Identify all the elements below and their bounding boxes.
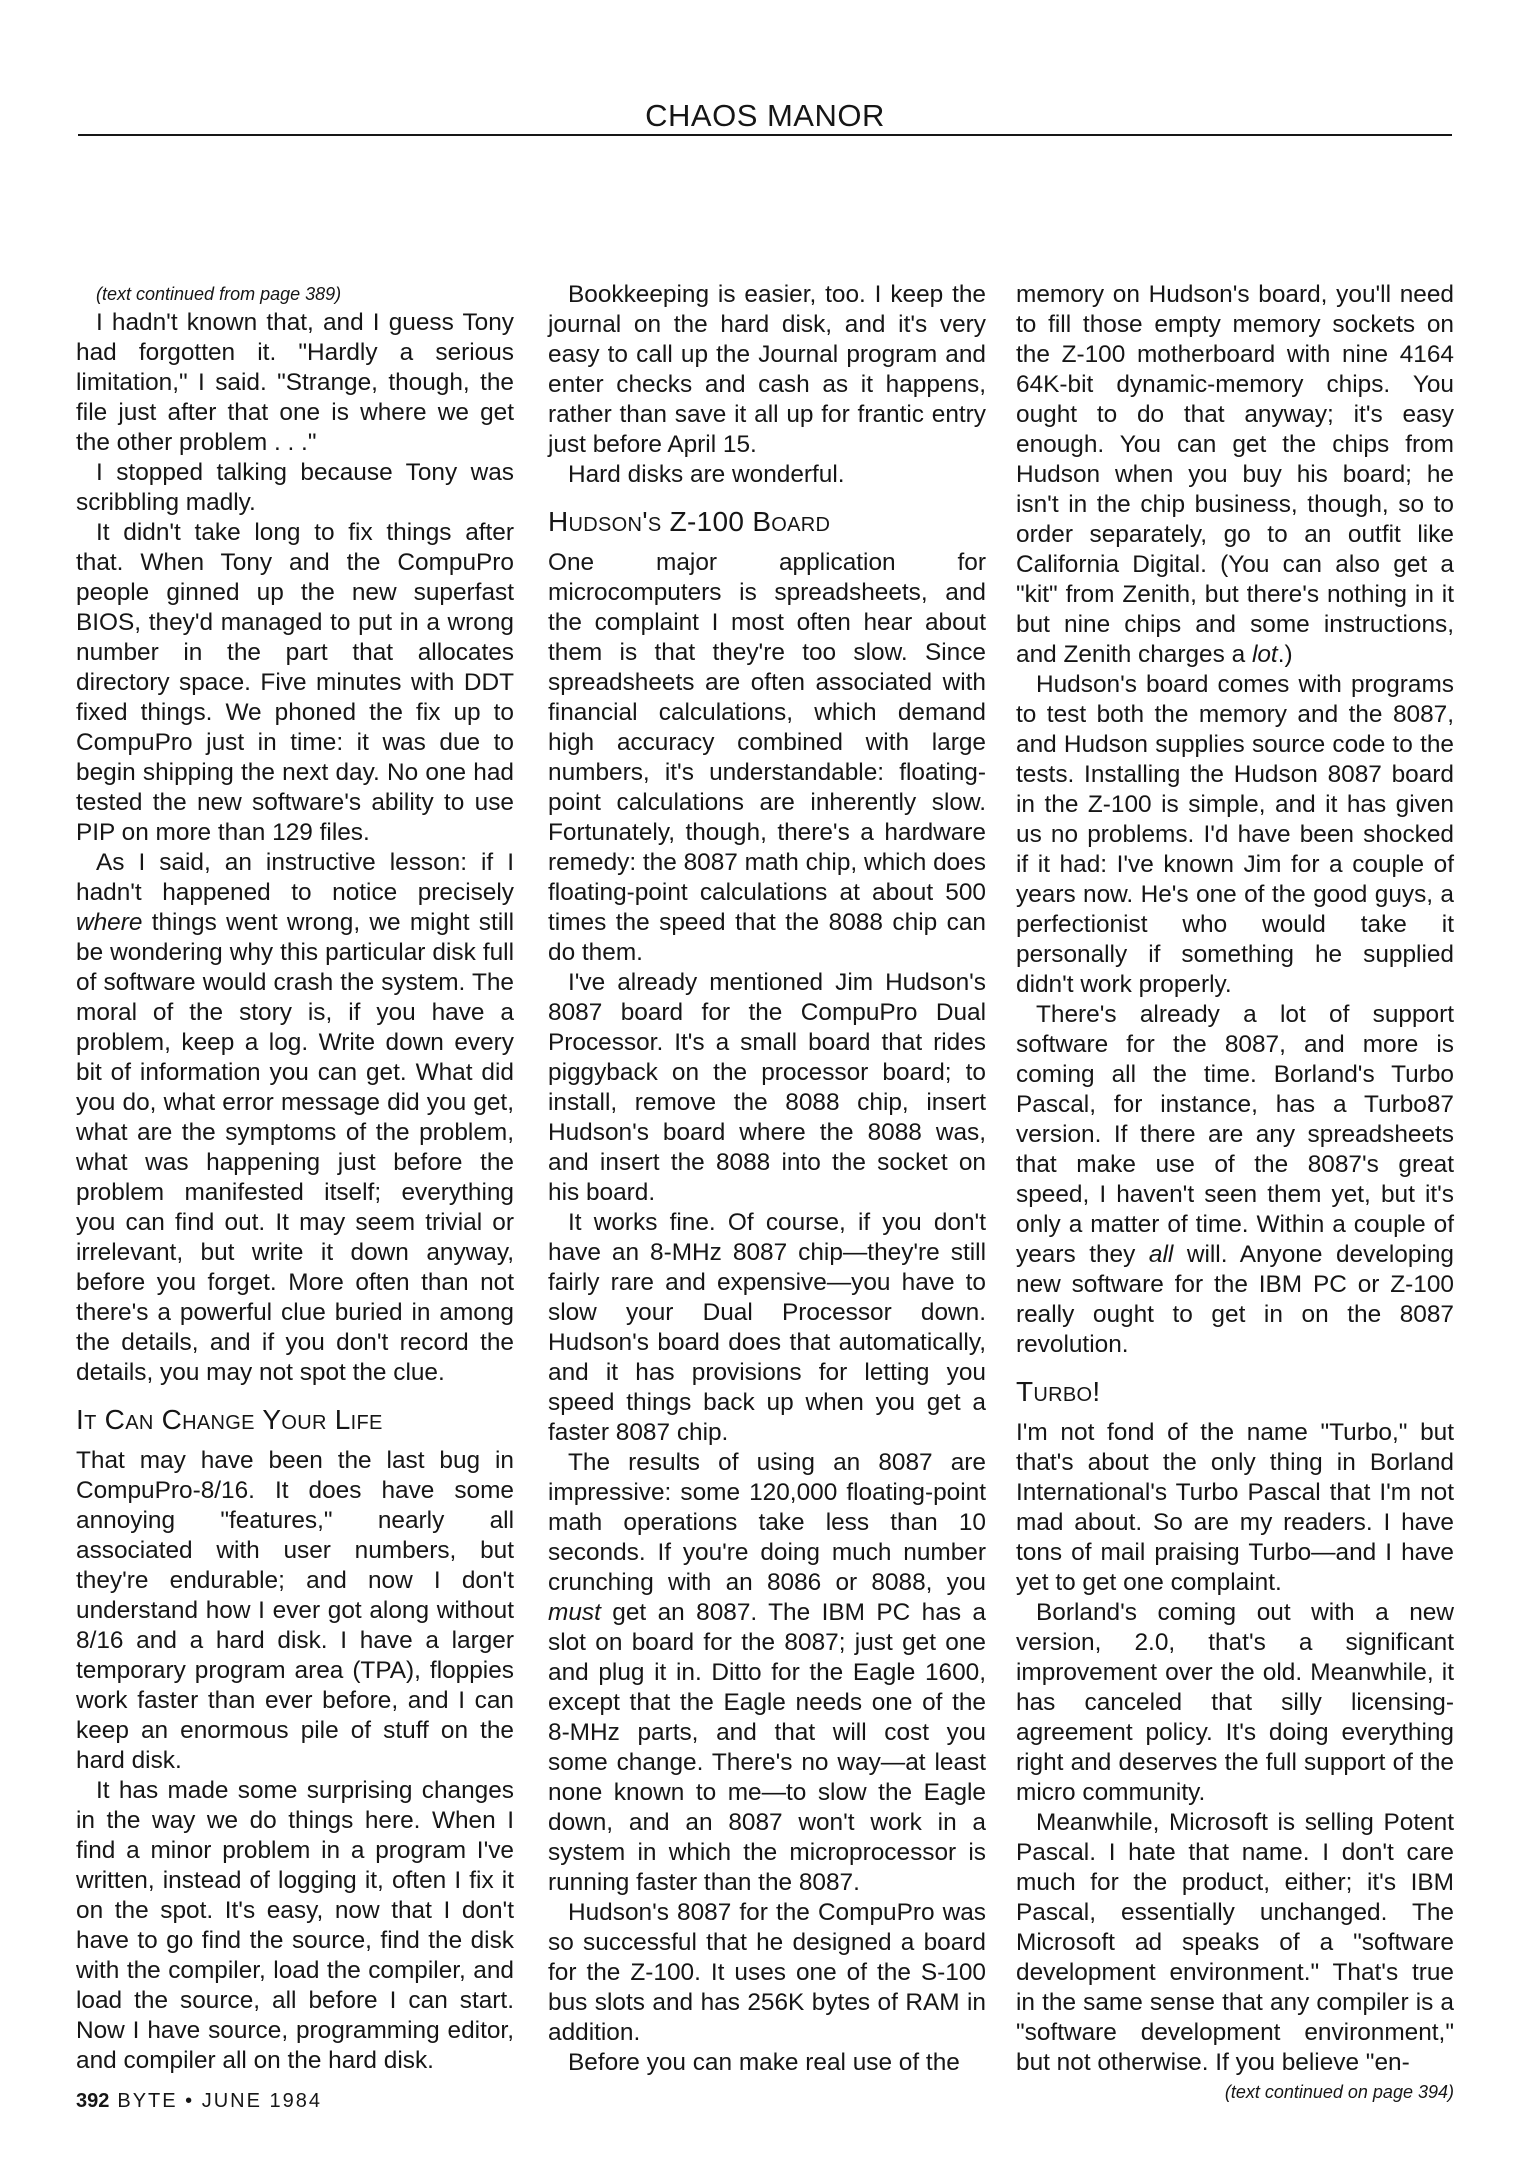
text-run: memory on Hudson's board, you'll need to fill those empty memory sockets on the Z-100 motherboard with nine 4164 64K-bit dynamic-memory chips. You ought to do that anyway; it's easy enough. You can get the chips from Hudson when you buy his board; he isn't in the chip business, though, so to order separately, go to an outfit like California Digital. (You can also get a "kit" from Zenith, but there's nothing in it but nine chips and some instructions, and Zenith charges a — [1016, 281, 1454, 668]
text-run: will. Anyone developing new software for the IBM PC or Z-100 really ought to get in on the 8087 revolution. — [1016, 1241, 1454, 1358]
paragraph: I'm not fond of the name "Turbo," but that's about the only thing in Borland International's Turbo Pascal that I'm not mad about. So are my readers. I have tons of mail praising Turbo—and I have yet to get one complaint. — [1016, 1419, 1454, 1596]
paragraph: I stopped talking because Tony was scribbling madly. — [76, 459, 514, 516]
emphasis: where — [76, 909, 143, 936]
section-heading: It Can Change Your Life — [76, 1404, 383, 1435]
emphasis: lot — [1251, 641, 1278, 668]
section-heading: Turbo! — [1016, 1376, 1101, 1407]
column-right — [1016, 280, 1454, 2106]
column-middle — [548, 280, 986, 2078]
text-run: things went wrong, we might still be wondering why this particular disk full of software would crash the system. The moral of the story is, if you have a problem, keep a log. Write down every bit of information you can get. What did you do, what error message did you get, what are the symptoms of the problem, what was happening just before the problem manifested itself; everything you can find out. It may seem trivial or irrelevant, but write it down anyway, before you forget. More often than not there's a powerful clue buried in among the details, and if you don't record the details, you may not spot the clue. — [76, 909, 514, 1386]
paragraph: It didn't take long to fix things after that. When Tony and the CompuPro people ginned up the new superfast BIOS, they'd managed to put in a wrong number in the part that allocates directory space. Five minutes with DDT fixed things. We phoned the fix up to CompuPro just in time: it was due to begin shipping the next day. No one had tested the new software's ability to use PIP on more than 129 files. — [76, 519, 514, 846]
emphasis: all — [1148, 1241, 1174, 1268]
section-heading: Hudson's Z-100 Board — [548, 506, 831, 537]
paragraph: One major application for microcomputers is spreadsheets, and the complaint I most often hear about them is that they're too slow. Since spreadsheets are often associated with financial calculations, which demand high accuracy combined with large numbers, it's understandable: floating-point calculations are inherently slow. Fortunately, though, there's a hardware remedy: the 8087 math chip, which does floating-point calculations at about 500 times the speed that the 8088 chip can do them. — [548, 549, 986, 966]
text-run: .) — [1277, 641, 1293, 668]
continued-from-note: (text continued from page 389) — [96, 284, 342, 304]
continued-on-note: (text continued on page 394) — [1224, 2082, 1454, 2102]
paragraph — [1016, 280, 1454, 670]
paragraph: That may have been the last bug in CompuPro-8/16. It does have some annoying "features," nearly all associated with user numbers, but they're endurable; and now I don't understand how I ever got along without 8/16 and a hard disk. I have a larger temporary program area (TPA), floppies work faster than ever before, and I can keep an enormous pile of stuff on the hard disk. — [76, 1447, 514, 1774]
paragraph: Before you can make real use of the — [568, 2049, 960, 2076]
paragraph: It works fine. Of course, if you don't have an 8-MHz 8087 chip—they're still fairly rare and expensive—you have to slow your Dual Processor down. Hudson's board does that automatically, and it has provisions for letting you speed things back up when you get a faster 8087 chip. — [548, 1209, 986, 1446]
paragraph: Borland's coming out with a new version, 2.0, that's a significant improvement over the old. Meanwhile, it has canceled that silly licensing-agreement policy. It's doing everything right and deserves the full support of the micro community. — [1016, 1599, 1454, 1806]
text-run: As I said, an instructive lesson: if I hadn't happened to notice precisely — [76, 849, 514, 906]
text-run: The results of using an 8087 are impressive: some 120,000 floating-point math operations take less than 10 seconds. If you're doing much number crunching with an 8086 or 8088, you — [548, 1449, 986, 1596]
paragraph: Hard disks are wonderful. — [568, 461, 845, 488]
text-run: There's already a lot of support software for the 8087, and more is coming all the time. Borland's Turbo Pascal, for instance, has a Turbo87 version. If there are any spreadsheets that make use of the 8087's great speed, I haven't seen them yet, but it's only a matter of time. Within a couple of years they — [1016, 1001, 1454, 1268]
emphasis: must — [548, 1599, 601, 1626]
column-left — [76, 280, 514, 2076]
paragraph: Meanwhile, Microsoft is selling Potent Pascal. I hate that name. I don't care much for the product, either; it's IBM Pascal, essentially unchanged. The Microsoft ad speaks of a "software development environment." That's true in the same sense that any compiler is a "software development environment," but not otherwise. If you believe "en- — [1016, 1809, 1454, 2076]
page-number: 392 — [76, 2090, 110, 2112]
paragraph: I've already mentioned Jim Hudson's 8087 board for the CompuPro Dual Processor. It's a small board that rides piggyback on the processor board; to install, remove the 8088 chip, insert Hudson's board where the 8088 was, and insert the 8088 into the socket on his board. — [548, 969, 986, 1206]
page-footer — [76, 2090, 322, 2113]
header-rule — [78, 134, 1452, 136]
paragraph — [548, 1448, 986, 1898]
publication-line: BYTE • JUNE 1984 — [117, 2090, 323, 2112]
running-head: CHAOS MANOR — [645, 98, 885, 133]
paragraph — [1016, 1000, 1454, 1360]
paragraph: Hudson's 8087 for the CompuPro was so successful that he designed a board for the Z-100. It uses one of the S-100 bus slots and has 256K bytes of RAM in addition. — [548, 1899, 986, 2046]
paragraph: I hadn't known that, and I guess Tony had forgotten it. "Hardly a serious limitation," I said. "Strange, though, the file just after that one is where we get the other problem . . ." — [76, 309, 514, 456]
text-run: get an 8087. The IBM PC has a slot on board for the 8087; just get one and plug it in. Ditto for the Eagle 1600, except that the Eagle needs one of the 8-MHz parts, and that will cost you some change. There's no way—at least none known to me—to slow the Eagle down, and an 8087 won't work in a system in which the microprocessor is running faster than the 8087. — [548, 1599, 986, 1896]
paragraph: It has made some surprising changes in the way we do things here. When I find a minor problem in a program I've written, instead of logging it, often I fix it on the spot. It's easy, now that I don't have to go find the source, find the disk with the compiler, load the compiler, and load the source, all before I can start. Now I have source, programming editor, and compiler all on the hard disk. — [76, 1777, 514, 2074]
paragraph: Bookkeeping is easier, too. I keep the journal on the hard disk, and it's very easy to call up the Journal program and enter checks and cash as it happens, rather than save it all up for frantic entry just before April 15. — [548, 281, 986, 458]
paragraph: Hudson's board comes with programs to test both the memory and the 8087, and Hudson supplies source code to the tests. Installing the Hudson 8087 board in the Z-100 is simple, and it has given us no problems. I'd have been shocked if it had: I've known Jim for a couple of years now. He's one of the good guys, a perfectionist who would take it personally if something he supplied didn't work properly. — [1016, 671, 1454, 998]
paragraph — [76, 848, 514, 1388]
